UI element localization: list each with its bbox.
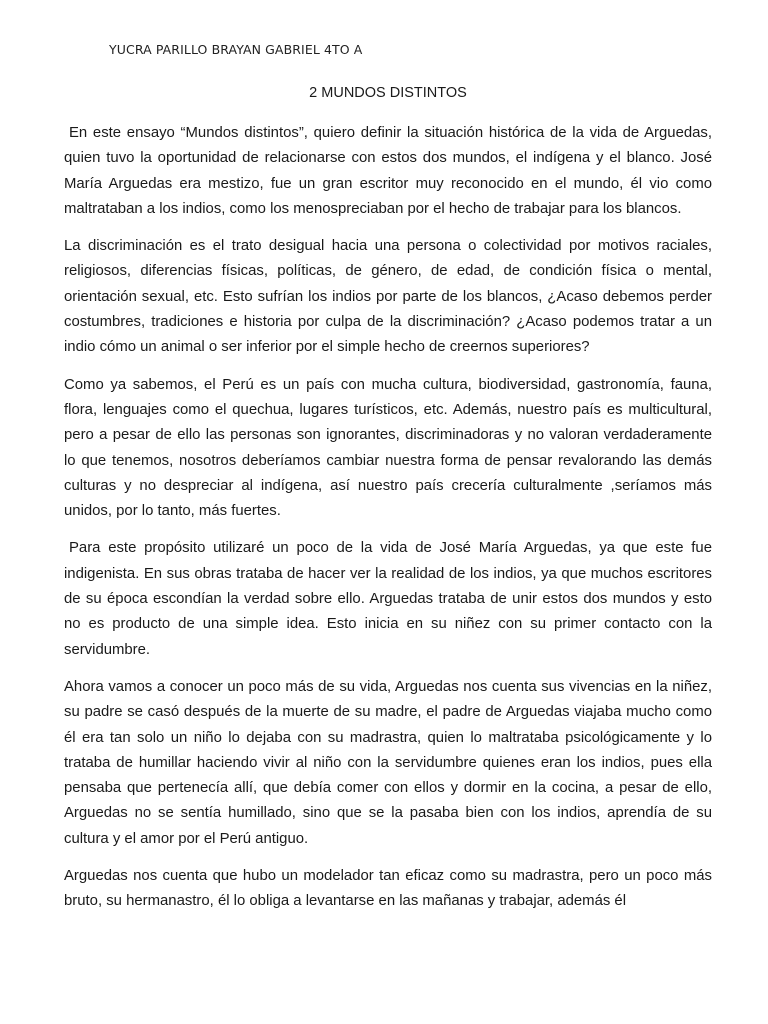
paragraph-5: Ahora vamos a conocer un poco más de su vida, Arguedas nos cuenta sus vivencias en la niñez, su padre se casó después de la muerte de su madre, el padre de Arguedas viajaba mucho como él era tan solo un niño lo dejaba con su madrastra, quien lo maltrataba psicológicamente y lo trataba de humillar haciendo vivir al niño con la servidumbre quienes eran los indios, pues ella pensaba que pertenecía allí, que debía comer con ellos y dormir en la cocina, a pesar de ello, Arguedas no se sentía humillado, sino que se la pasaba bien con los indios, aprendía de su cultura y el amor por el Perú antiguo. (64, 678, 712, 847)
paragraph-3: Como ya sabemos, el Perú es un país con mucha cultura, biodiversidad, gastronomía, fauna, flora, lenguajes como el quechua, lugares turísticos, etc. Además, nuestro país es multicultural, pero a pesar de ello las personas son ignorantes, discriminadoras y no valoran verdaderamente lo que tenemos, nosotros deberíamos cambiar nuestra forma de pensar revalorando las demás culturas y no despreciar al indígena, así nuestro país crecería culturalmente ,seríamos más unidos, por lo tanto, más fuertes. (64, 376, 712, 520)
paragraph-1: En este ensayo “Mundos distintos”, quiero definir la situación histórica de la vida de Arguedas, quien tuvo la oportunidad de relacionarse con estos dos mundos, el indígena y el blanco. José María Arguedas era mestizo, fue un gran escritor muy reconocido en el mundo, él vio como maltrataban a los indios, como los menospreciaban por el hecho de trabajar para los blancos. (64, 125, 712, 217)
essay-body (64, 121, 712, 927)
document-title: 2 MUNDOS DISTINTOS (309, 85, 467, 101)
paragraph-4: Para este propósito utilizaré un poco de la vida de José María Arguedas, ya que este fue indigenista. En sus obras trataba de hacer ver la realidad de los indios, ya que muchos escritores de su época escondían la verdad sobre ello. Arguedas trataba de unir estos dos mundos y esto no es producto de una simple idea. Esto inicia en su niñez con su primer contacto con la servidumbre. (64, 540, 712, 658)
paragraph-2: La discriminación es el trato desigual hacia una persona o colectividad por motivos raciales, religiosos, diferencias físicas, políticas, de género, de edad, de condición física o mental, orientación sexual, etc. Esto sufrían los indios por parte de los blancos, ¿Acaso debemos perder costumbres, tradiciones e historia por culpa de la discriminación? ¿Acaso podemos tratar a un indio cómo un animal o ser inferior por el simple hecho de creernos superiores? (64, 238, 712, 356)
author-header: YUCRA PARILLO BRAYAN GABRIEL 4TO A (109, 42, 363, 57)
paragraph-6: Arguedas nos cuenta que hubo un modelador tan eficaz como su madrastra, pero un poco más bruto, su hermanastro, él lo obliga a levantarse en las mañanas y trabajar, además él (64, 868, 712, 910)
